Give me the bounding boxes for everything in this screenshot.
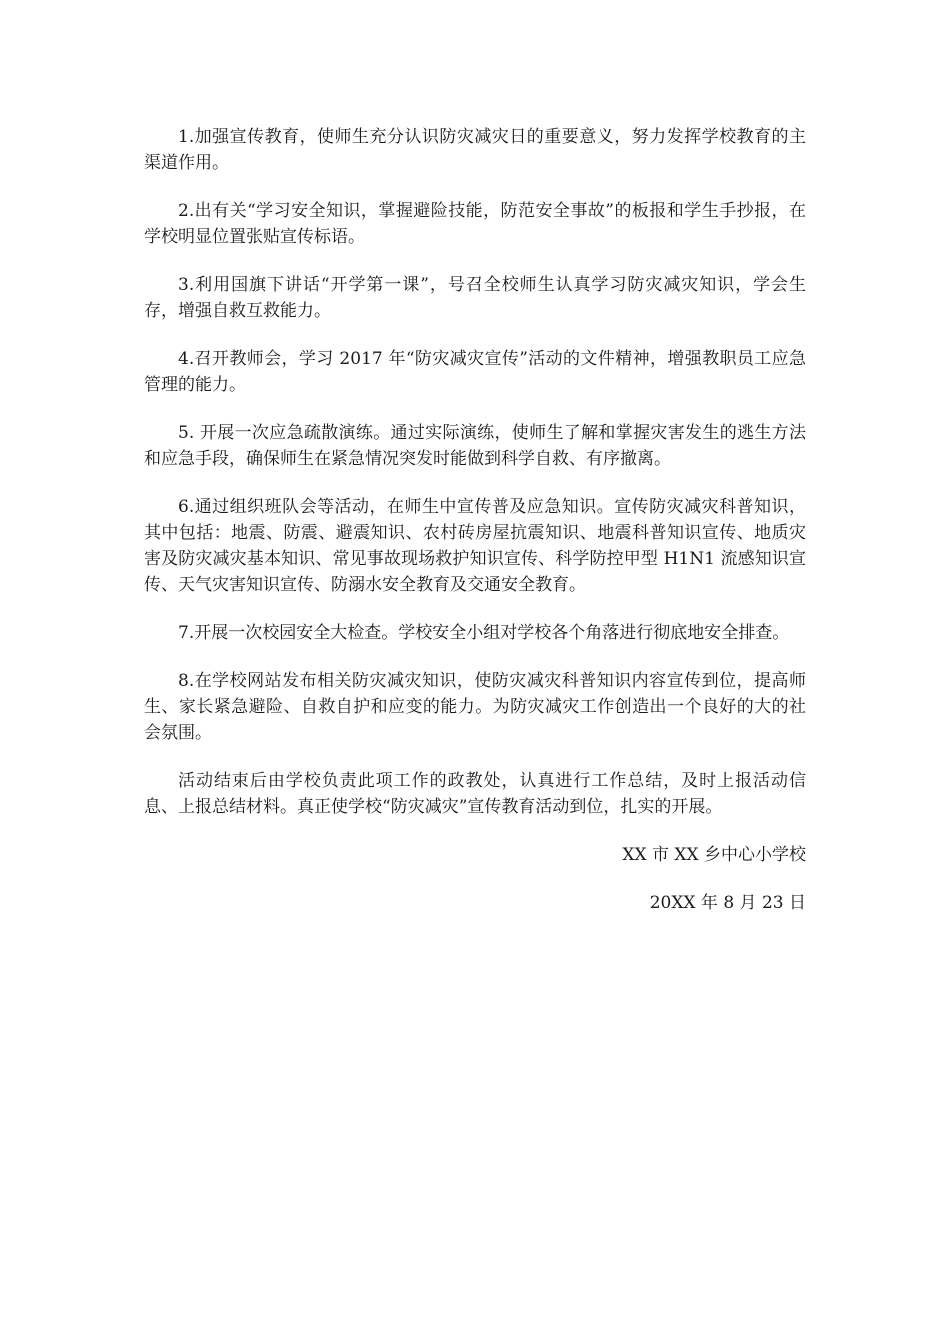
document-body (144, 124, 806, 938)
paragraph-4: 4.召开教师会，学习 2017 年“防灾减灾宣传”活动的文件精神，增强教职员工应急管理的能力。 (144, 349, 806, 395)
paragraph-7: 7.开展一次校园安全大检查。学校安全小组对学校各个角落进行彻底地安全排查。 (178, 623, 790, 643)
paragraph-3: 3.利用国旗下讲话“开学第一课”，号召全校师生认真学习防灾减灾知识，学会生存，增强自救互救能力。 (144, 275, 806, 321)
paragraph-1: 1.加强宣传教育，使师生充分认识防灾减灾日的重要意义，努力发挥学校教育的主渠道作用。 (144, 127, 806, 173)
paragraph-2: 2.出有关“学习安全知识，掌握避险技能，防范安全事故”的板报和学生手抄报，在学校明显位置张贴宣传标语。 (144, 201, 806, 247)
signature-date: 20XX 年 8 月 23 日 (649, 893, 806, 913)
signature-school: XX 市 XX 乡中心小学校 (622, 845, 806, 865)
paragraph-5: 5. 开展一次应急疏散演练。通过实际演练，使师生了解和掌握灾害发生的逃生方法和应急手段，确保师生在紧急情况突发时能做到科学自救、有序撤离。 (144, 423, 806, 469)
paragraph-6: 6.通过组织班队会等活动，在师生中宣传普及应急知识。宣传防灾减灾科普知识，其中包括：地震、防震、避震知识、农村砖房屋抗震知识、地震科普知识宣传、地质灾害及防灾减灾基本知识、常见事故现场救护知识宣传、科学防控甲型 H1N1 流感知识宣传、天气灾害知识宣传、防溺水安全教育及交通安全教育。 (144, 497, 806, 595)
paragraph-conclusion: 活动结束后由学校负责此项工作的政教处，认真进行工作总结，及时上报活动信息、上报总结材料。真正使学校“防灾减灾”宣传教育活动到位，扎实的开展。 (144, 771, 806, 817)
paragraph-8: 8.在学校网站发布相关防灾减灾知识，使防灾减灾科普知识内容宣传到位，提高师生、家长紧急避险、自救自护和应变的能力。为防灾减灾工作创造出一个良好的大的社会氛围。 (144, 671, 806, 743)
